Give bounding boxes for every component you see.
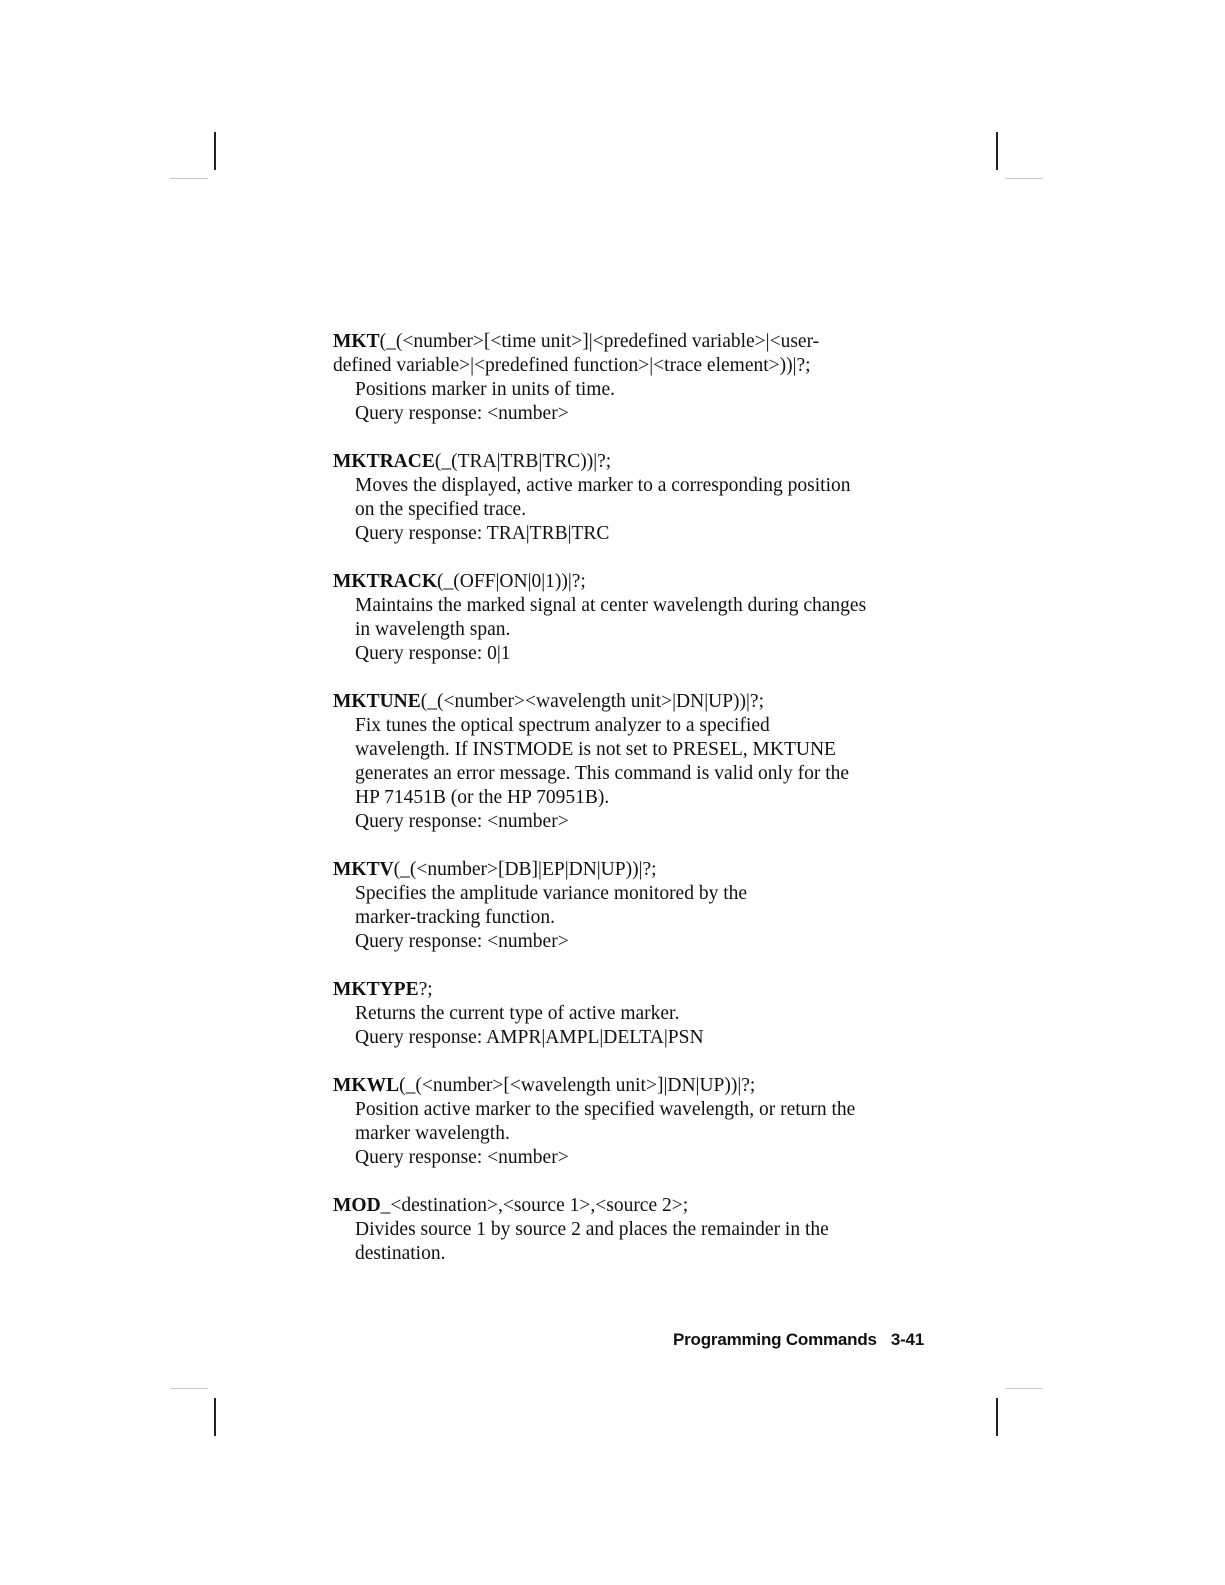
command-syntax [333, 450, 933, 474]
query-response: Query response: 0|1 [355, 643, 511, 664]
command-entry-mkwl [333, 1074, 933, 1170]
command-description: marker wavelength. [355, 1123, 510, 1144]
crop-mark-top-left [214, 132, 216, 170]
crop-mark-bottom-right-h [1005, 1388, 1043, 1389]
command-description: generates an error message. This command is valid only for the [355, 763, 850, 784]
footer-section-title: Programming Commands [673, 1330, 877, 1349]
query-response: Query response: <number> [355, 811, 569, 832]
command-name: MKTUNE [333, 691, 421, 712]
command-params: (_(<number><wavelength unit>|DN|UP))|?; [420, 691, 764, 712]
command-entry-mktype [333, 978, 933, 1050]
command-description: Moves the displayed, active marker to a corresponding position [355, 475, 851, 496]
command-params: ?; [418, 979, 433, 1000]
command-description: Specifies the amplitude variance monitored by the [355, 883, 748, 904]
command-description: on the specified trace. [355, 499, 527, 520]
command-name: MKWL [333, 1075, 400, 1096]
command-entry-mktrace [333, 450, 933, 546]
command-syntax [333, 1074, 933, 1098]
command-description: Positions marker in units of time. [355, 379, 615, 400]
command-name: MKTV [333, 859, 394, 880]
crop-mark-top-right [996, 132, 998, 170]
command-syntax [333, 858, 933, 882]
command-description: destination. [355, 1243, 446, 1264]
page-number: 3-41 [890, 1330, 925, 1349]
command-description: HP 71451B (or the HP 70951B). [355, 787, 610, 808]
command-entry-mod [333, 1194, 933, 1266]
page-footer [673, 1330, 924, 1350]
command-description: wavelength. If INSTMODE is not set to PRESEL, MKTUNE [355, 739, 836, 760]
command-params: (_(TRA|TRB|TRC))|?; [434, 451, 612, 472]
command-params: (_(<number>[<time unit>]|<predefined variable>|<user- [379, 331, 820, 352]
query-response: Query response: <number> [355, 1147, 569, 1168]
command-description: in wavelength span. [355, 619, 511, 640]
command-params: (_(OFF|ON|0|1))|?; [437, 571, 586, 592]
query-response: Query response: <number> [355, 403, 569, 424]
query-response: Query response: <number> [355, 931, 569, 952]
command-description: Fix tunes the optical spectrum analyzer to a specified [355, 715, 770, 736]
command-syntax [333, 330, 933, 354]
query-response: Query response: AMPR|AMPL|DELTA|PSN [355, 1027, 704, 1048]
command-syntax [333, 690, 933, 714]
command-name: MKTRACE [333, 451, 435, 472]
command-entry-mktune [333, 690, 933, 834]
command-entry-mktrack [333, 570, 933, 666]
command-entry-mkt [333, 330, 933, 426]
command-description: marker-tracking function. [355, 907, 555, 928]
command-list [333, 330, 933, 1290]
command-description: Position active marker to the specified wavelength, or return the [355, 1099, 856, 1120]
command-params: (_(<number>[<wavelength unit>]|DN|UP))|?; [399, 1075, 756, 1096]
command-name: MKT [333, 331, 380, 352]
command-params: (_(<number>[DB]|EP|DN|UP))|?; [393, 859, 657, 880]
command-params: _<destination>,<source 1>,<source 2>; [380, 1195, 689, 1216]
command-name: MKTRACK [333, 571, 437, 592]
command-syntax-continued: defined variable>|<predefined function>|<trace element>))|?; [333, 355, 811, 376]
crop-mark-top-right-h [1005, 178, 1043, 179]
command-name: MKTYPE [333, 979, 419, 1000]
command-entry-mktv [333, 858, 933, 954]
crop-mark-bottom-left [214, 1398, 216, 1436]
command-name: MOD [333, 1195, 381, 1216]
query-response: Query response: TRA|TRB|TRC [355, 523, 610, 544]
command-syntax [333, 570, 933, 594]
crop-mark-top-left-h [170, 178, 208, 179]
crop-mark-bottom-left-h [170, 1388, 208, 1389]
command-syntax [333, 978, 933, 1002]
command-description: Returns the current type of active marker. [355, 1003, 680, 1024]
command-description: Maintains the marked signal at center wavelength during changes [355, 595, 867, 616]
command-description: Divides source 1 by source 2 and places the remainder in the [355, 1219, 829, 1240]
command-syntax [333, 1194, 933, 1218]
crop-mark-bottom-right [996, 1398, 998, 1436]
